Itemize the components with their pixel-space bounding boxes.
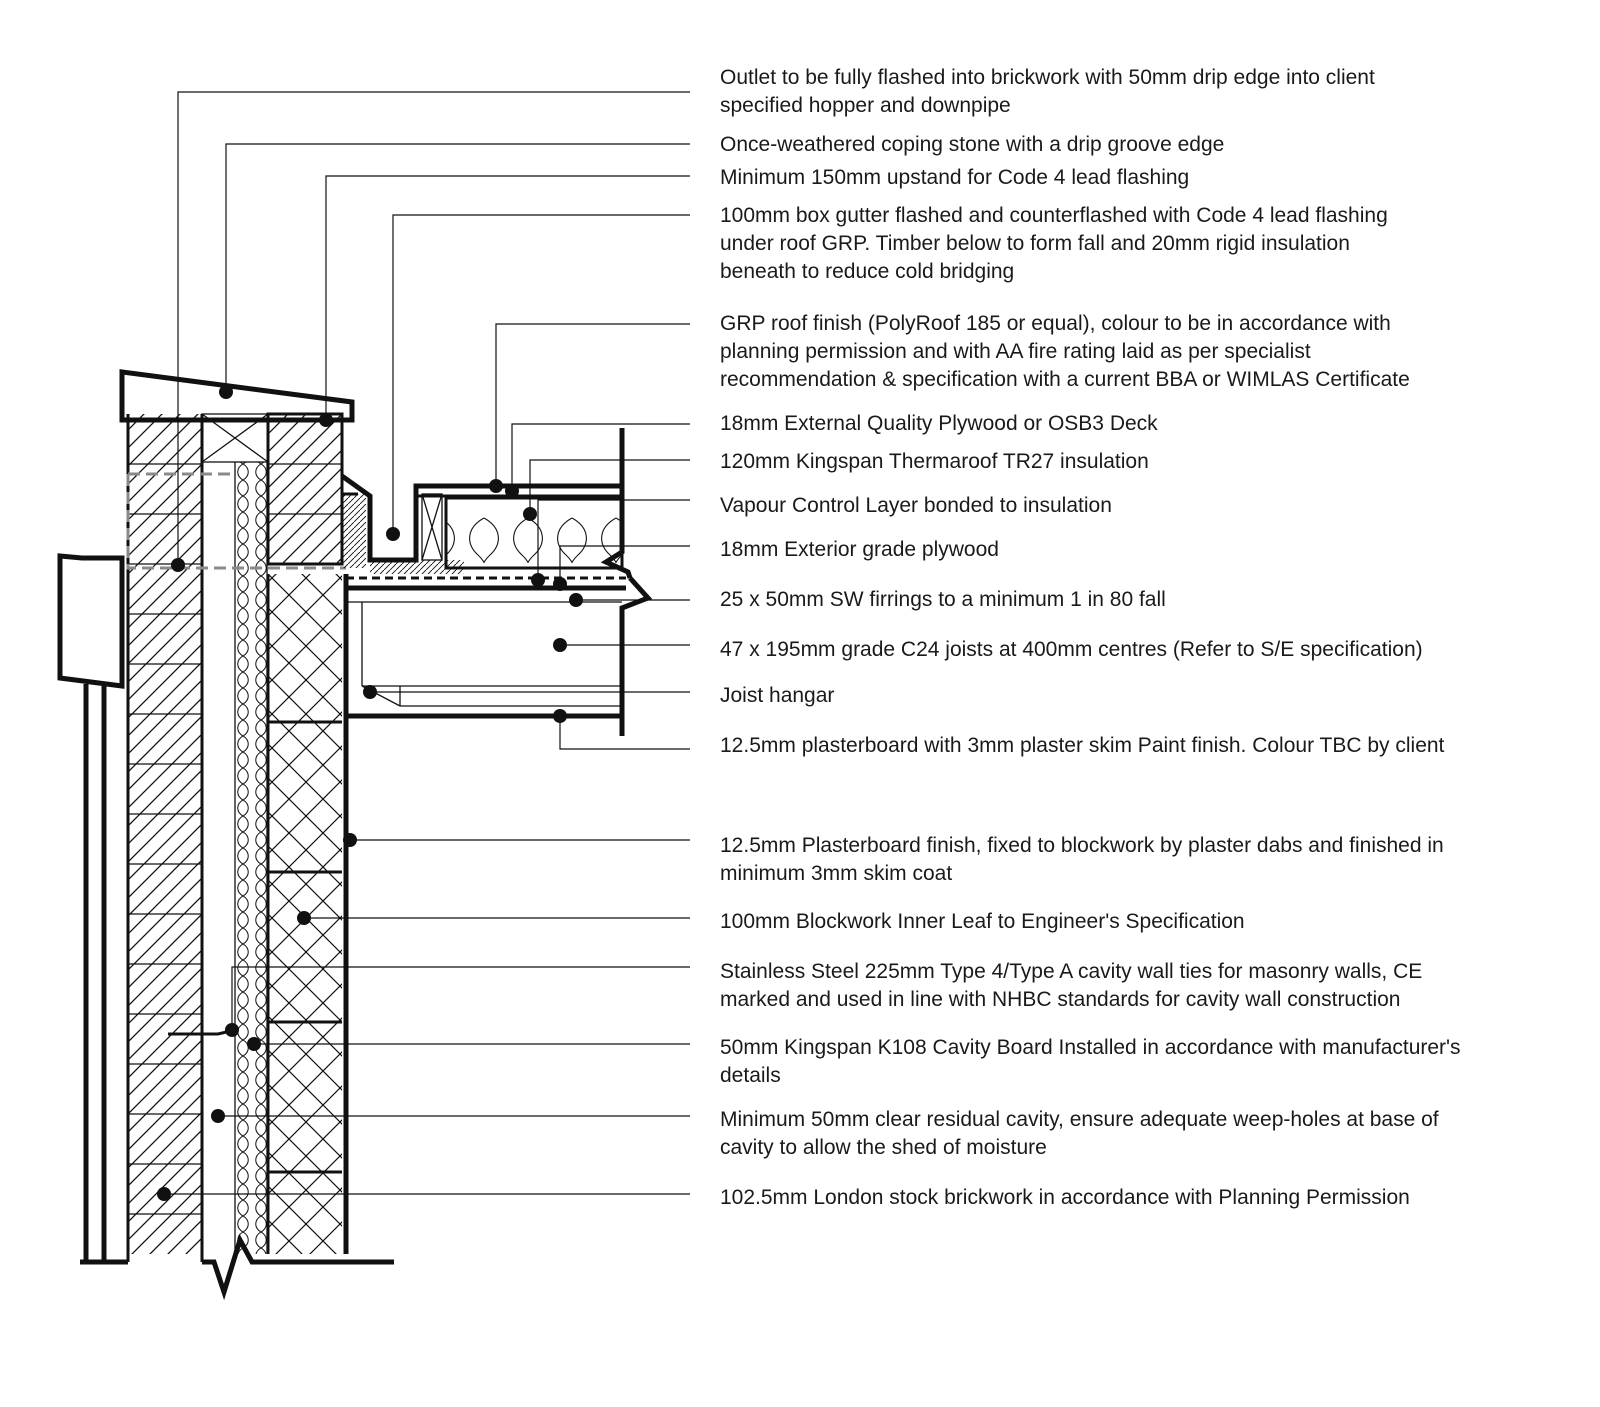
annotation-osb-deck: 18mm External Quality Plywood or OSB3 Deck [720, 412, 1158, 435]
annotation-coping-stone: Once-weathered coping stone with a drip groove edge [720, 133, 1225, 156]
outer-brick-leaf [128, 414, 202, 1254]
annotation-wall-ties: Stainless Steel 225mm Type 4/Type A cavity wall ties for masonry walls, CE marked and used in line with NHBC standards for cavity wall construction [720, 960, 1423, 1011]
ceiling-plasterboard [346, 716, 622, 1254]
cavity-insulation-board [235, 462, 267, 1254]
annotation-roof-insulation: 120mm Kingspan Thermaroof TR27 insulation [720, 450, 1149, 473]
annotation-grp-roof: GRP roof finish (PolyRoof 185 or equal), colour to be in accordance with planning permission and with AA fire rating laid as per specialist recommendation & specification with a current BBA or WIMLAS Certificate [720, 312, 1410, 391]
annotation-outlet: Outlet to be fully flashed into brickwork with 50mm drip edge into client specified hopper and downpipe [720, 66, 1375, 117]
annotation-joist-hangar: Joist hangar [720, 684, 835, 707]
annotation-ceiling-plasterboard: 12.5mm plasterboard with 3mm plaster skim Paint finish. Colour TBC by client [720, 734, 1445, 757]
annotation-firrings: 25 x 50mm SW firrings to a minimum 1 in 80 fall [720, 588, 1166, 611]
annotation-brickwork: 102.5mm London stock brickwork in accordance with Planning Permission [720, 1186, 1410, 1209]
annotation-exterior-plywood: 18mm Exterior grade plywood [720, 538, 999, 561]
annotation-vapour-layer: Vapour Control Layer bonded to insulation [720, 494, 1112, 517]
joist-and-hangar [346, 602, 622, 706]
annotation-lead-upstand: Minimum 150mm upstand for Code 4 lead flashing [720, 166, 1190, 189]
annotation-list [720, 66, 1466, 1209]
annotation-blockwork: 100mm Blockwork Inner Leaf to Engineer's Specification [720, 910, 1245, 933]
roof-break-line [606, 428, 648, 736]
annotation-box-gutter: 100mm box gutter flashed and counterflashed with Code 4 lead flashing under roof GRP. Timber below to form fall and 20mm rigid insulation beneath to reduce cold bridging [720, 204, 1388, 283]
annotation-cavity-board: 50mm Kingspan K108 Cavity Board Installed in accordance with manufacturer's details [720, 1036, 1461, 1087]
gutter-timber [422, 494, 442, 560]
rainwater-hopper [60, 556, 122, 1262]
annotation-residual-cavity: Minimum 50mm clear residual cavity, ensure adequate weep-holes at base of cavity to allow the shed of moisture [720, 1108, 1439, 1159]
parapet-inner-brick [268, 414, 342, 564]
annotation-wall-plasterboard: 12.5mm Plasterboard finish, fixed to blockwork by plaster dabs and finished in minimum 3mm skim coat [720, 834, 1444, 885]
annotation-joists: 47 x 195mm grade C24 joists at 400mm centres (Refer to S/E specification) [720, 638, 1423, 661]
